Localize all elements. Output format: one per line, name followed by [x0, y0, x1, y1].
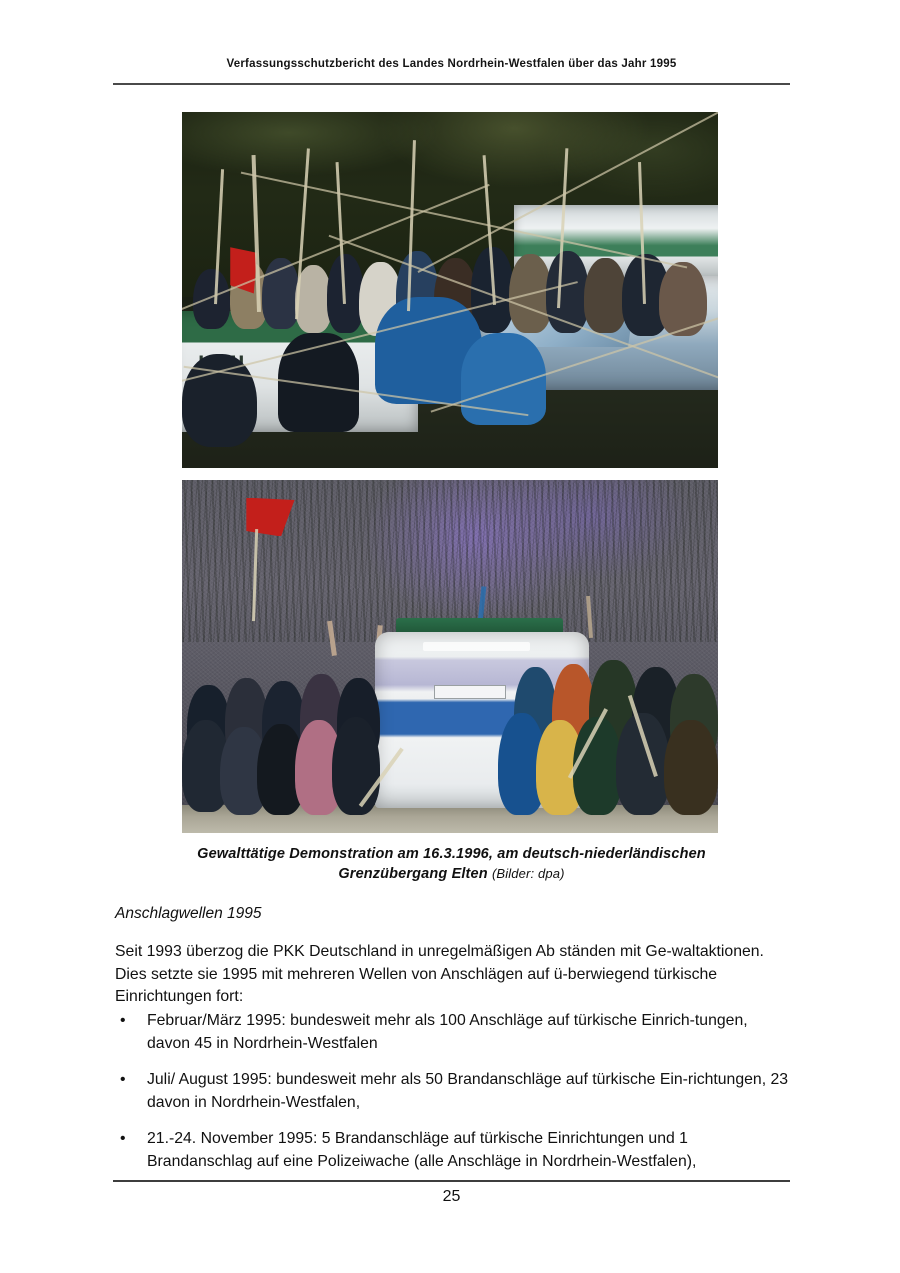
list-item-text: Februar/März 1995: bundesweit mehr als 100 Anschläge auf türkische Einrich-tungen, davon 45 in Nordrhein-Westfalen	[147, 1012, 748, 1052]
footer-divider	[113, 1180, 790, 1182]
bullet-marker-icon: •	[120, 1071, 126, 1088]
figure-caption	[113, 845, 790, 884]
bullet-list	[115, 1010, 795, 1187]
bullet-marker-icon: •	[120, 1012, 126, 1029]
list-item	[115, 1128, 795, 1173]
list-item-text: 21.-24. November 1995: 5 Brandanschläge auf türkische Einrichtungen und 1 Brandanschlag auf eine Polizeiwache (alle Anschläge in Nordrhein-Westfalen),	[147, 1130, 697, 1170]
crowd-figure	[332, 717, 380, 816]
photo-top-demonstration	[182, 112, 718, 468]
caption-photo-credit: (Bilder: dpa)	[491, 865, 565, 881]
section-subheading: Anschlagwellen 1995	[115, 905, 262, 922]
crowd-figure	[584, 258, 627, 333]
police-car-lightbar	[423, 642, 530, 650]
crowd-figure	[664, 720, 718, 815]
page-header-title: Verfassungsschutzbericht des Landes Nordrhein-Westfalen über das Jahr 1995	[226, 58, 677, 70]
crowd-figure	[616, 713, 670, 815]
caption-line-2: Grenzübergang Elten	[338, 865, 488, 882]
crowd-figure	[546, 251, 589, 333]
crowd-figure	[573, 717, 621, 816]
list-item-text: Juli/ August 1995: bundesweit mehr als 50 Brandanschläge auf türkische Ein-richtungen, 23 davon in Nordrhein-Westfalen,	[147, 1071, 789, 1111]
page-number: 25	[442, 1188, 461, 1205]
header-divider	[113, 83, 790, 85]
crowd-figure	[193, 269, 231, 330]
list-item	[115, 1069, 795, 1114]
intro-paragraph: Seit 1993 überzog die PKK Deutschland in unregelmäßigen Ab ständen mit Ge-waltaktionen. Dies setzte sie 1995 mit mehreren Wellen von Anschlägen auf ü-berwiegend türkische Einrichtungen fort:	[115, 943, 764, 1005]
police-car-licence-plate	[434, 685, 506, 700]
list-item	[115, 1010, 795, 1055]
caption-line-1: Gewalttätige Demonstration am 16.3.1996, am deutsch-niederländischen	[197, 846, 706, 862]
photo-bottom-demonstration	[182, 480, 718, 833]
bullet-marker-icon: •	[120, 1130, 126, 1147]
